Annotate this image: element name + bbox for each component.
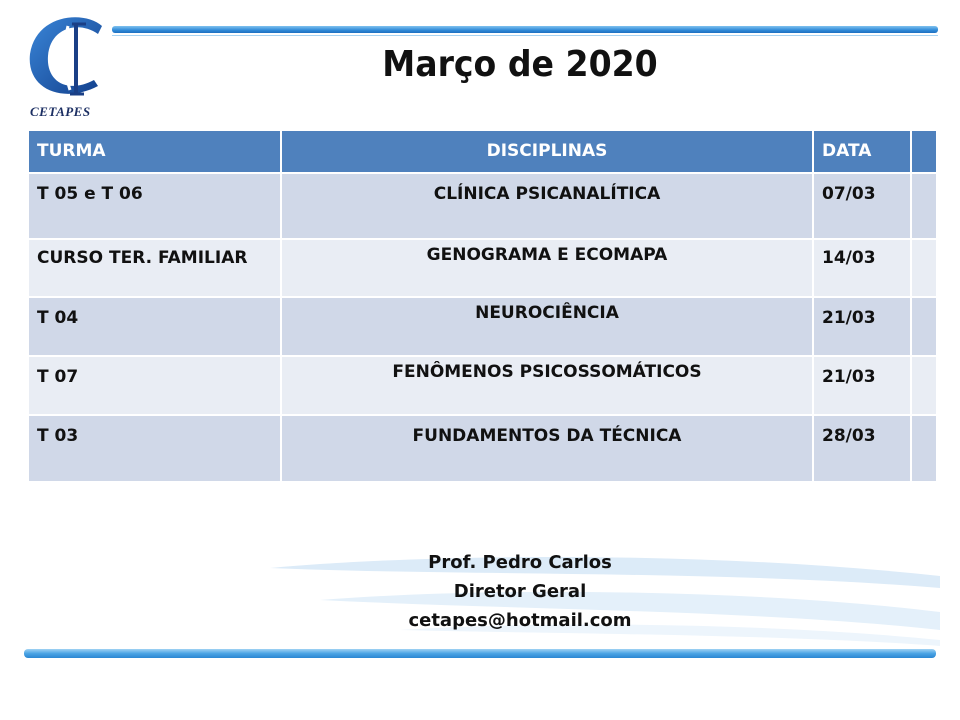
bottom-decorative-bar: [24, 649, 936, 658]
cell-disciplina: GENOGRAMA E ECOMAPA: [281, 239, 813, 297]
cell-data: 14/03: [813, 239, 911, 297]
cell-extra: [911, 297, 937, 356]
table-header-row: [28, 130, 937, 173]
header-disciplinas: DISCIPLINAS: [281, 130, 813, 173]
logo-text: CETAPES: [30, 104, 91, 119]
cell-turma: T 05 e T 06: [28, 173, 281, 239]
table-row: [28, 239, 937, 297]
cell-turma: T 04: [28, 297, 281, 356]
table-row: [28, 356, 937, 415]
header-extra: [911, 130, 937, 173]
contact-role: Diretor Geral: [453, 581, 587, 602]
contact-name: Prof. Pedro Carlos: [428, 552, 612, 573]
cell-data: 21/03: [813, 356, 911, 415]
cell-data: 28/03: [813, 415, 911, 482]
top-decorative-bar: [112, 26, 938, 33]
schedule-table: [27, 129, 938, 483]
top-decorative-line: [112, 35, 938, 36]
table-row: [28, 297, 937, 356]
cell-disciplina: CLÍNICA PSICANALÍTICA: [281, 173, 813, 239]
cell-extra: [911, 173, 937, 239]
cell-disciplina: FUNDAMENTOS DA TÉCNICA: [281, 415, 813, 482]
cell-turma: T 03: [28, 415, 281, 482]
header-data: DATA: [813, 130, 911, 173]
cell-extra: [911, 239, 937, 297]
cell-turma: CURSO TER. FAMILIAR: [28, 239, 281, 297]
table-row: [28, 415, 937, 482]
page-title: Março de 2020: [382, 44, 658, 85]
contact-block: [330, 548, 710, 635]
cell-disciplina: NEUROCIÊNCIA: [281, 297, 813, 356]
cell-extra: [911, 415, 937, 482]
cell-extra: [911, 356, 937, 415]
cell-data: 21/03: [813, 297, 911, 356]
contact-email: cetapes@hotmail.com: [408, 610, 632, 631]
cell-disciplina: FENÔMENOS PSICOSSOMÁTICOS: [281, 356, 813, 415]
table-row: [28, 173, 937, 239]
cell-data: 07/03: [813, 173, 911, 239]
cell-turma: T 07: [28, 356, 281, 415]
header-turma: TURMA: [28, 130, 281, 173]
